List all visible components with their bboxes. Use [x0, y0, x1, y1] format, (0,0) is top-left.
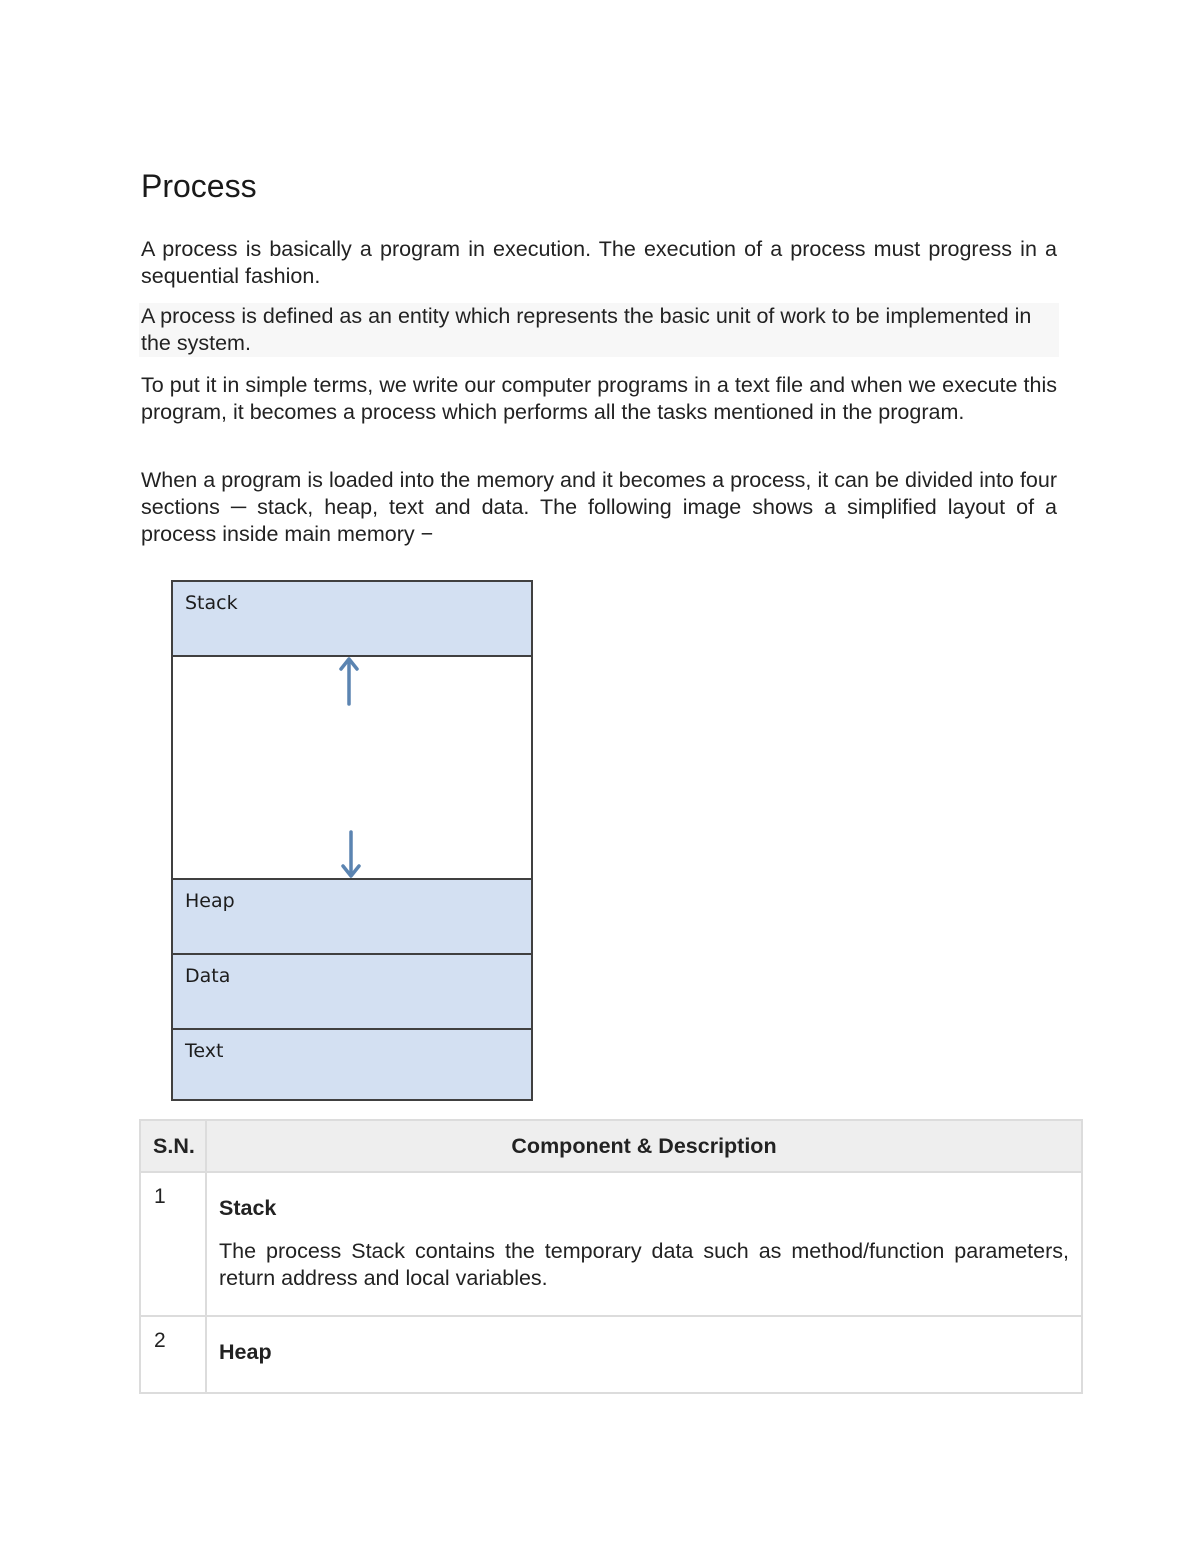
header-sn: S.N. — [140, 1120, 206, 1172]
row-number: 2 — [140, 1316, 206, 1393]
stack-label: Stack — [185, 592, 238, 614]
process-memory-diagram — [171, 580, 533, 1101]
component-description: The process Stack contains the temporary data such as method/function parameters, return address and local variables. — [219, 1239, 1069, 1290]
components-table — [139, 1119, 1083, 1394]
page-title: Process — [141, 168, 257, 204]
stack-segment — [173, 582, 531, 657]
paragraph-definition: A process is basically a program in execution. The execution of a process must progress in a sequential fashion. — [141, 237, 1057, 288]
row-content — [206, 1172, 1082, 1316]
table-row — [140, 1316, 1082, 1393]
paragraph-simple-terms: To put it in simple terms, we write our computer programs in a text file and when we execute this program, it becomes a process which performs all the tasks mentioned in the program. — [141, 373, 1057, 424]
text-segment — [173, 1030, 531, 1099]
component-name: Heap — [219, 1340, 272, 1364]
heap-segment — [173, 880, 531, 955]
paragraph-memory-sections: When a program is loaded into the memory and it becomes a process, it can be divided into four sections ─ stack, heap, text and data. The following image shows a simplified layout of a process inside main memory − — [141, 468, 1057, 546]
header-component: Component & Description — [206, 1120, 1082, 1172]
text-label: Text — [185, 1040, 224, 1062]
table-header-row — [140, 1120, 1082, 1172]
row-number: 1 — [140, 1172, 206, 1316]
free-memory-segment — [173, 657, 531, 880]
data-label: Data — [185, 965, 231, 987]
component-name: Stack — [219, 1196, 277, 1220]
paragraph-entity: A process is defined as an entity which represents the basic unit of work to be implemented in the system. — [139, 303, 1059, 357]
row-content — [206, 1316, 1082, 1393]
heap-label: Heap — [185, 890, 235, 912]
data-segment — [173, 955, 531, 1030]
table-row — [140, 1172, 1082, 1316]
